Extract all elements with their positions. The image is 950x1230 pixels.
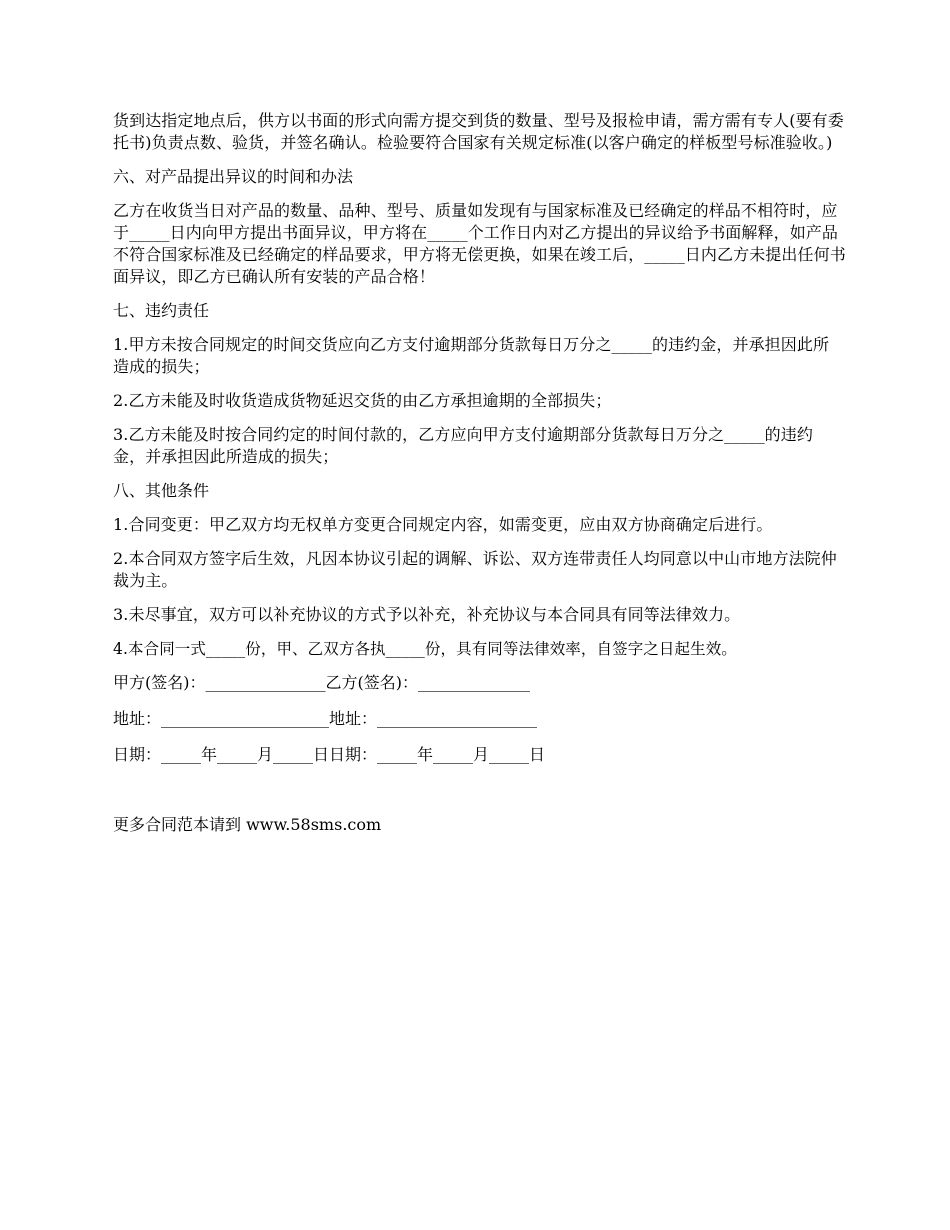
document-page: [113, 110, 853, 836]
address-line: 地址：_____________________地址：____________________: [113, 709, 538, 728]
section-7-clause-2: 2.乙方未能及时收货造成货物延迟交货的由乙方承担逾期的全部损失；: [113, 391, 612, 410]
section-8-clause-2: 2.本合同双方签字后生效，凡因本协议引起的调解、诉讼、双方连带责任人均同意以中山市地方法院仲裁为主。: [113, 549, 837, 590]
section-8-heading: 八、其他条件: [113, 481, 210, 500]
date-line: 日期：_____年_____月_____日日期：_____年_____月_____日: [113, 745, 546, 764]
section-8-clause-3: 3.未尽事宜，双方可以补充协议的方式予以补充，补充协议与本合同具有同等法律效力。: [113, 605, 741, 624]
section-7-clause-3: 3.乙方未能及时按合同约定的时间付款的，乙方应向甲方支付逾期部分货款每日万分之_____的违约金，并承担因此所造成的损失；: [113, 425, 813, 466]
section-6-paragraph: 乙方在收货当日对产品的数量、品种、型号、质量如发现有与国家标准及已经确定的样品不相符时，应于_____日内向甲方提出书面异议，甲方将在_____个工作日内对乙方提出的异议给予书面解释，如产品不符合国家标准及已经确定的样品要求，甲方将无偿更换，如果在竣工后，_____日内乙方未提出任何书面异议，即乙方已确认所有安装的产品合格！: [113, 201, 846, 286]
section-8-clause-4: 4.本合同一式_____份，甲、乙双方各执_____份，具有同等法律效率，自签字之日起生效。: [113, 640, 737, 658]
section-8-clause-1: 1.合同变更：甲乙双方均无权单方变更合同规定内容，如需变更，应由双方协商确定后进行。: [113, 515, 773, 534]
section-7-heading: 七、违约责任: [113, 301, 210, 320]
delivery-paragraph: 货到达指定地点后，供方以书面的形式向需方提交到货的数量、型号及报检申请，需方需有专人(要有委托书)负责点数、验货，并签名确认。检验要符合国家有关规定标准(以客户确定的样板型号标准验收。): [113, 111, 844, 152]
section-6-heading: 六、对产品提出异议的时间和办法: [113, 167, 354, 186]
party-signature-line: 甲方(签名)：_______________乙方(签名)：______________: [113, 673, 530, 692]
section-7-clause-1: 1.甲方未按合同规定的时间交货应向乙方支付逾期部分货款每日万分之_____的违约金，并承担因此所造成的损失；: [113, 335, 830, 376]
footer-link-text: 更多合同范本请到 www.58sms.com: [113, 815, 382, 834]
